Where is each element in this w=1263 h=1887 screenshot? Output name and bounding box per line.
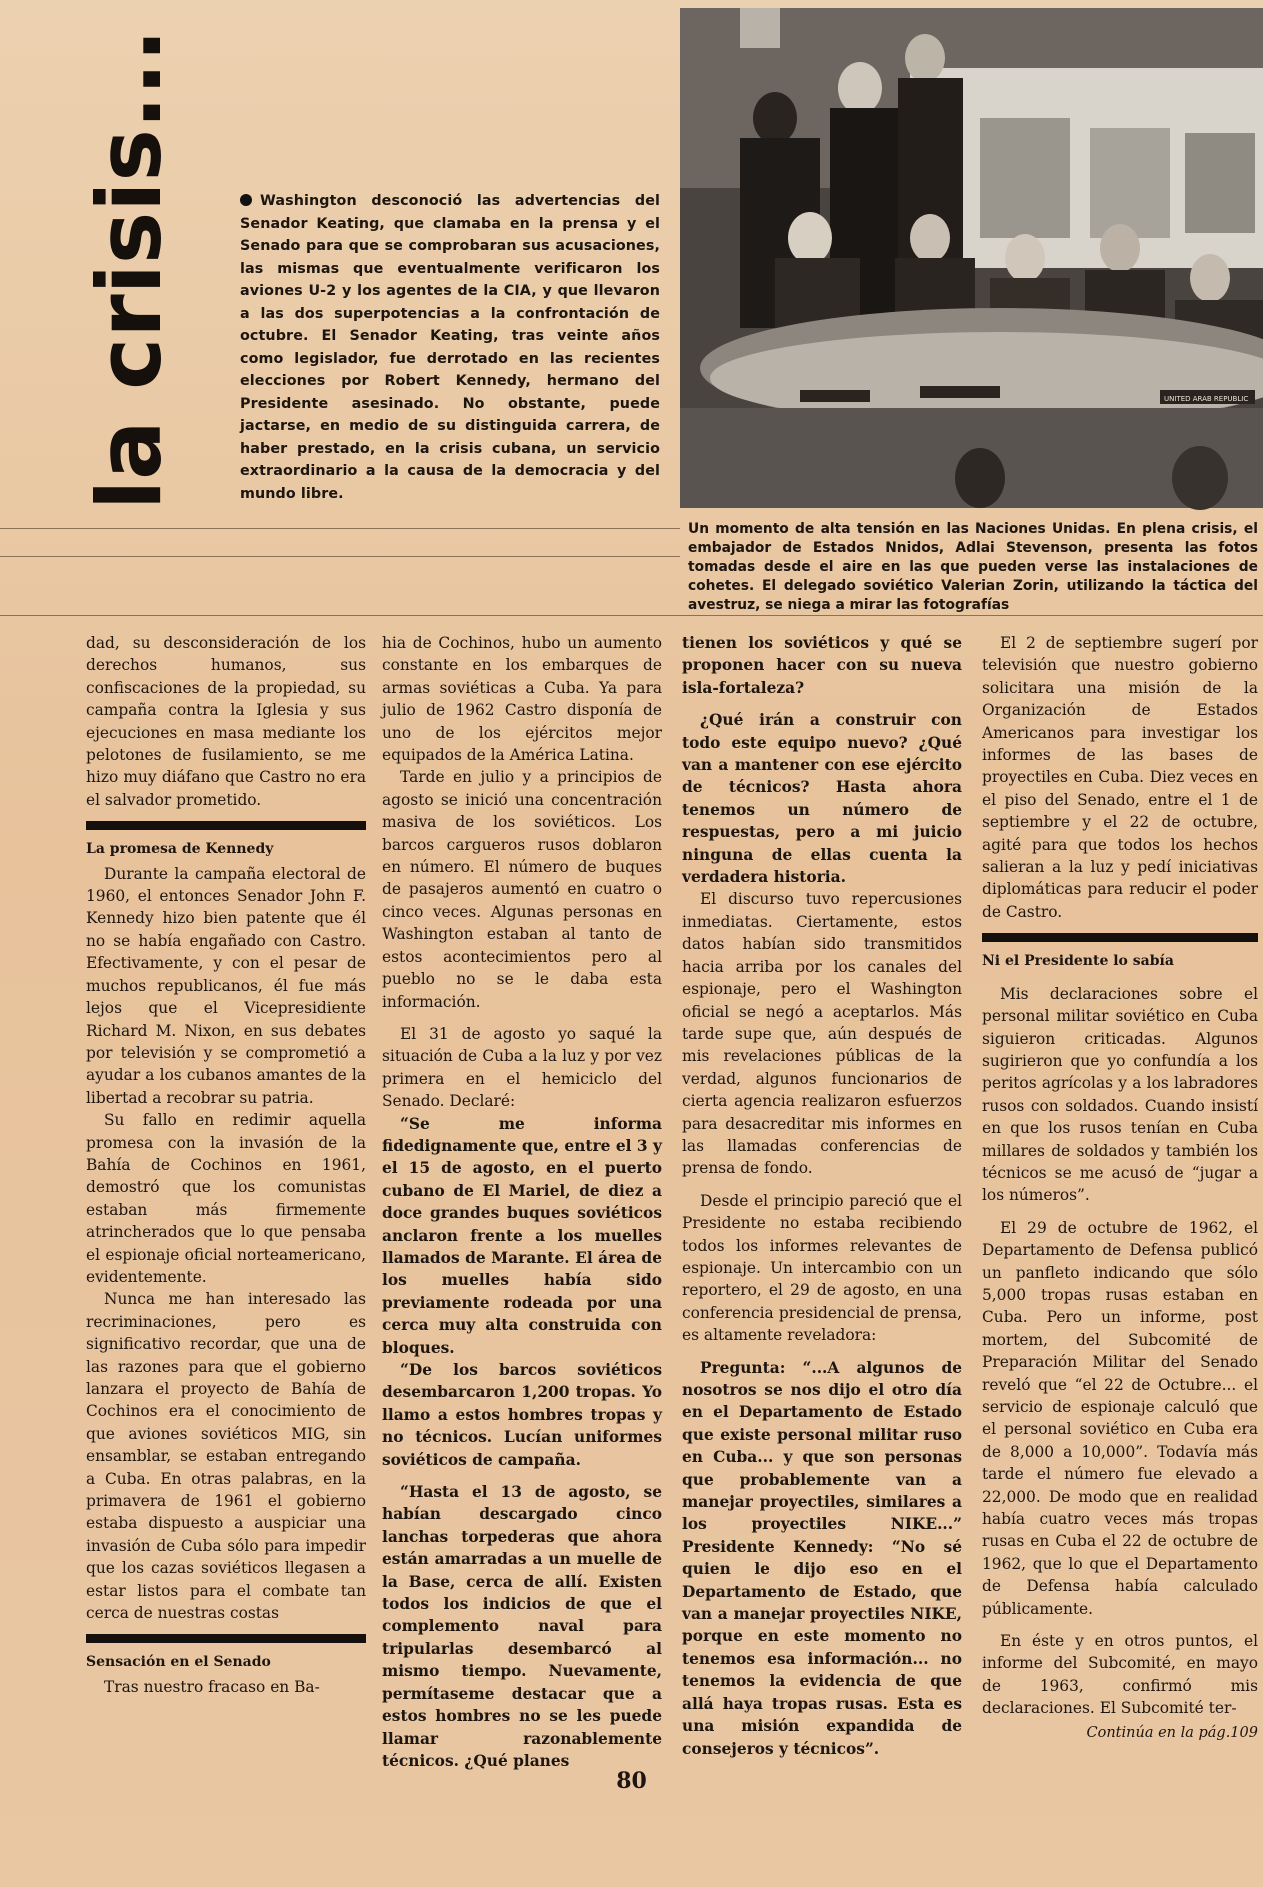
paragraph: Durante la campaña electoral de 1960, el entonces Senador John F. Kennedy hizo bien patente que él no se había engañado con Castro. Efectivamente, y con el pesar de muchos republicanos, él fue más lejos que el Vicepresidiente Richard M. Nixon, en sus debates por televisión y se comprometió a ayudar a los cubanos amantes de la libertad a recobrar su patria. [86, 864, 366, 1107]
column-2 [382, 632, 662, 1772]
placard-text: UNITED ARAB REPUBLIC [1164, 395, 1249, 403]
paragraph: Mis declaraciones sobre el personal militar soviético en Cuba siguieron criticadas. Algunos sugirieron que yo confundía a los peritos agrícolas y a los labradores rusos con soldados. Cuando insistí en que los rusos tenían en Cuba millares de soldados y también los técnicos se me acusó de “jugar a los números”. [982, 984, 1258, 1205]
divider-line [0, 556, 680, 557]
quote-paragraph: ¿Qué irán a construir con todo este equipo nuevo? ¿Qué van a mantener con ese ejército de técnicos? Hasta ahora tenemos un número de respuestas, pero a mi juicio ninguna de ellas cuenta la verdadera historia. [682, 711, 962, 887]
divider-line [0, 615, 1263, 616]
paragraph: hia de Cochinos, hubo un aumento constante en los embarques de armas soviéticas a Cuba. Ya para julio de 1962 Castro disponía de uno de los ejércitos mejor equipados de la América Latina. [382, 634, 662, 765]
page-number: 80 [616, 1768, 647, 1794]
section-heading: La promesa de Kennedy [86, 841, 274, 858]
quote-paragraph: “Hasta el 13 de agosto, se habían descargado cinco lanchas torpederas que ahora están amarradas a un muelle de la Base, cerca de allí. Existen todos los indicios de que el complemento naval para tripularlas desembarcó al mismo tiempo. Nuevamente, permítaseme destacar que a estos hombres no se les puede llamar razonablemente técnicos. ¿Qué planes [382, 1483, 662, 1770]
section-bar [982, 933, 1258, 942]
paragraph: Su fallo en redimir aquella promesa con la invasión de la Bahía de Cochinos en 1961, demostró que los comunistas estaban más firmemente atrincherados que lo que pensaba el espionaje oficial norteamericano, evidentemente. [86, 1111, 366, 1286]
intro-paragraph [240, 190, 660, 505]
section-bar [86, 821, 366, 830]
paragraph: El 2 de septiembre sugerí por televisión que nuestro gobierno solicitara una misión de la Organización de Estados Americanos para investigar los informes de las bases de proyectiles en Cuba. Diez veces en el piso del Senado, entre el 1 de septiembre y el 22 de octubre, agité para que todos los hechos salieran a la luz y pedí iniciativas diplomáticas para reducir el poder de Castro. [982, 634, 1258, 921]
un-photo-graphic [680, 8, 1263, 508]
quote-paragraph: “De los barcos soviéticos desembarcaron 1,200 tropas. Yo llamo a estos hombres tropas y no técnicos. Lucían uniformes soviéticos de campaña. [382, 1361, 662, 1469]
paragraph: En éste y en otros puntos, el informe del Subcomité, en mayo de 1963, confirmó mis declaraciones. El Subcomité ter- [982, 1632, 1258, 1718]
section-heading: Sensación en el Senado [86, 1654, 271, 1671]
paragraph: dad, su desconsideración de los derechos humanos, sus confiscaciones de la propiedad, su campaña contra la Iglesia y sus ejecuciones en masa mediante los pelotones de fusilamiento, se me hizo muy diáfano que Castro no era el salvador prometido. [86, 634, 366, 809]
column-4 [982, 632, 1258, 1744]
quote-paragraph: “Se me informa fidedignamente que, entre el 3 y el 15 de agosto, en el puerto cubano de El Mariel, de diez a doce grandes buques soviéticos anclaron frente a los muelles llamados de Marante. El área de los muelles había sido previamente rodeada por una cerca muy alta construida con bloques. [382, 1114, 662, 1357]
section-heading: Ni el Presidente lo sabía [982, 953, 1174, 970]
photo-caption: Un momento de alta tensión en las Naciones Unidas. En plena crisis, el embajador de Estados Nnidos, Adlai Stevenson, presenta las fotos tomadas desde el aire en las que pueden verse las instalaciones de cohetes. El delegado soviético Valerian Zorin, utilizando la táctica del avestruz, se niega a mirar las fotografías [688, 521, 1258, 613]
side-title-text: la crisis... [78, 28, 181, 510]
bullet-icon [240, 194, 252, 206]
section-bar [86, 1634, 366, 1643]
continued-note: Continúa en la pág.109 [1086, 1724, 1258, 1741]
quote-paragraph: tienen los soviéticos y qué se proponen hacer con su nueva isla-fortaleza? [682, 634, 962, 697]
un-photo [680, 8, 1263, 508]
paragraph: Desde el principio pareció que el Presidente no estaba recibiendo todos los informes relevantes de espionaje. Un intercambio con un reportero, el 29 de agosto, en una conferencia presidencial de prensa, es altamente reveladora: [682, 1191, 962, 1345]
column-1 [86, 632, 366, 1698]
side-title-graphic [78, 28, 181, 530]
column-3 [682, 632, 962, 1760]
paragraph: Tras nuestro fracaso en Ba- [104, 1677, 320, 1696]
paragraph: Nunca me han interesado las recriminaciones, pero es significativo recordar, que una de las razones para que el gobierno lanzara el proyecto de Bahía de Cochinos era el conocimiento de que aviones soviéticos MIG, sin ensamblar, se estaban entregando a Cuba. En otras palabras, en la primavera de 1961 el gobierno estaba dispuesto a auspiciar una invasión de Cuba sólo para impedir que los cazas soviéticos llegasen a estar listos para el combate tan cerca de nuestras costas [86, 1290, 366, 1623]
side-title [78, 28, 181, 530]
paragraph: El 29 de octubre de 1962, el Departamento de Defensa publicó un panfleto indicando que sólo 5,000 tropas rusas estaban en Cuba. Pero un informe, post mortem, del Subcomité de Preparación Militar del Senado reveló que “el 22 de Octubre... el servicio de espionaje calculó que el personal soviético en Cuba era de 8,000 a 10,000”. Todavía más tarde el número fue elevado a 22,000. De modo que en realidad había cuatro veces más tropas rusas en Cuba el 22 de octubre de 1962, que lo que el Departamento de Defensa había calculado públicamente. [982, 1218, 1258, 1618]
paragraph: Tarde en julio y a principios de agosto se inició una concentración masiva de los soviéticos. Los barcos cargueros rusos doblaron en número. El número de buques de pasajeros aumentó en cuatro o cinco veces. Algunas personas en Washington estaban al tanto de estos acontecimientos pero al pueblo no se le daba esta información. [382, 768, 662, 1011]
paragraph: El 31 de agosto yo saqué la situación de Cuba a la luz y por vez primera en el hemiciclo del Senado. Declaré: [382, 1024, 662, 1111]
divider-line [0, 528, 680, 529]
intro-text: Washington desconoció las advertencias del Senador Keating, que clamaba en la prensa y el Senado para que se comprobaran sus acusaciones, las mismas que eventualmente verificaron los aviones U-2 y los agentes de la CIA, y que llevaron a las dos superpotencias a la confrontación de octubre. El Senador Keating, tras veinte años como legislador, fue derrotado en las recientes elecciones por Robert Kennedy, hermano del Presidente asesinado. No obstante, puede jactarse, en medio de su distinguida carrera, de haber prestado, en la crisis cubana, un servicio extraordinario a la causa de la democracia y del mundo libre. [240, 193, 660, 502]
paragraph: El discurso tuvo repercusiones inmediatas. Ciertamente, estos datos habían sido transmitidos hacia arriba por los canales del espionaje, pero el Washington oficial se negó a aceptarlos. Más tarde supe que, aún después de mis revelaciones públicas de la verdad, algunos funcionarios de cierta agencia realizaron esfuerzos para desacreditar mis informes en las llamadas conferencias de prensa de fondo. [682, 890, 962, 1178]
quote-paragraph: Pregunta: “...A algunos de nosotros se nos dijo el otro día en el Departamento de Estado que existe personal militar ruso en Cuba... y que son personas que probablemente van a manejar proyectiles, similares a los proyectiles NIKE...” Presidente Kennedy: “No sé quien le dijo eso en el Departamento de Estado, que van a manejar proyectiles NIKE, porque en este momento no tenemos esa información... no tenemos la evidencia de que allá haya tropas rusas. Esta es una misión expandida de consejeros y técnicos”. [682, 1358, 962, 1758]
